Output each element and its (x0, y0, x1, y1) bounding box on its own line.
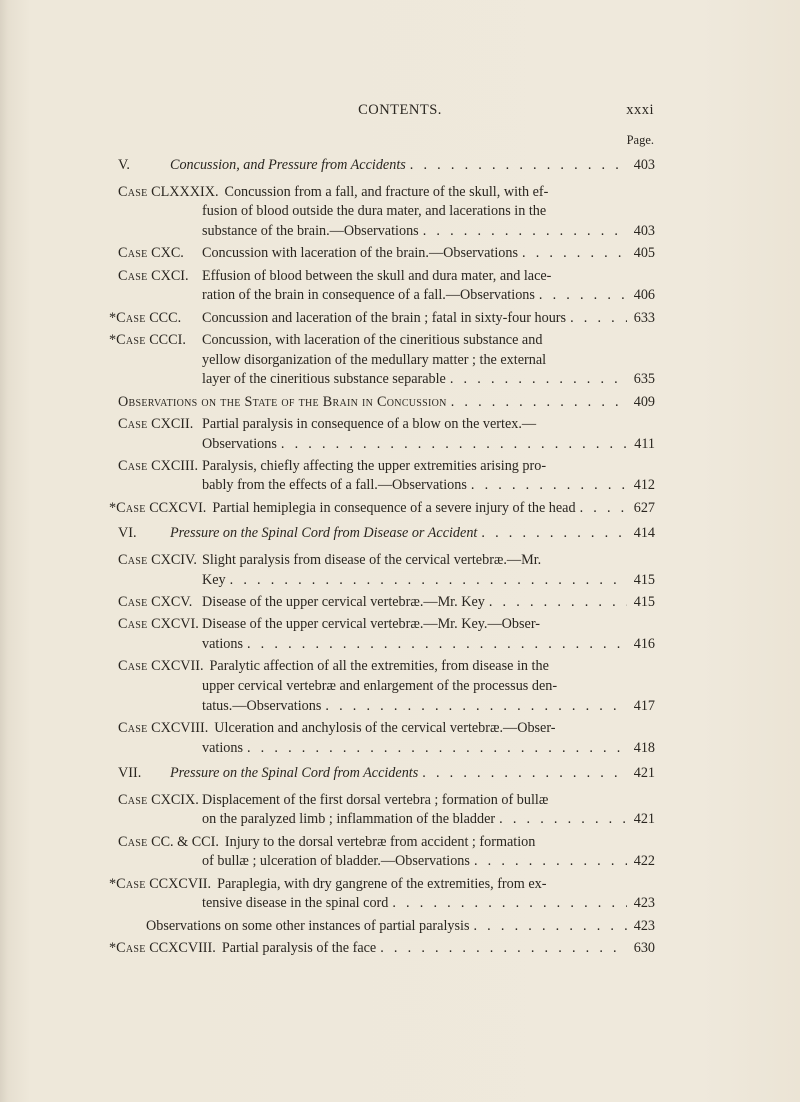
case-label (109, 331, 202, 351)
case-word: Case (118, 720, 148, 736)
page-number: 406 (633, 287, 655, 304)
case-description: Concussion with laceration of the brain.—Observations (202, 245, 518, 262)
leader-dots (447, 393, 627, 413)
observations-heading: Observations on some other instances of partial paralysis (146, 917, 470, 934)
entry-line (118, 791, 655, 811)
toc-entry (118, 593, 655, 613)
case-label (118, 415, 202, 435)
page-number: 403 (633, 157, 655, 173)
case-description: bably from the effects of a fall.—Observations (202, 477, 467, 494)
case-description: Concussion, with laceration of the cineritious substance and (202, 331, 543, 348)
toc-entry (118, 457, 655, 496)
leader-dots (418, 764, 627, 784)
case-label (109, 499, 212, 519)
case-number: CCXCVII. (145, 875, 212, 892)
leader-dots (470, 852, 627, 872)
case-number: CC. & CCI. (147, 833, 219, 850)
leader-dots (321, 697, 627, 717)
case-description: Concussion and laceration of the brain ; fatal in sixty-four hours (202, 309, 567, 326)
case-label (118, 791, 202, 811)
page-number: 418 (633, 739, 655, 756)
case-word: Case (116, 309, 146, 326)
case-label (118, 719, 214, 739)
case-description: Slight paralysis from disease of the cervical vertebræ.—Mr. (202, 552, 542, 569)
toc-entry (109, 939, 655, 959)
entry-line (109, 309, 655, 329)
case-description: Ulceration and anchylosis of the cervical vertebræ.—Obser- (214, 720, 556, 736)
case-label (118, 183, 225, 203)
entry-line (118, 739, 655, 759)
entry-line (118, 393, 655, 413)
page-folio: xxxi (626, 102, 654, 118)
entry-line (118, 222, 655, 242)
page-number: 417 (633, 697, 655, 714)
page-number: 630 (633, 940, 655, 957)
toc-entry (118, 833, 655, 872)
leader-dots (419, 222, 627, 242)
case-description: Paralysis, chiefly affecting the upper extremities arising pro- (202, 457, 547, 474)
case-number: CXCIV. (147, 552, 197, 569)
entry-line (118, 764, 655, 784)
entry-line (118, 202, 655, 222)
page-number: 633 (633, 309, 655, 326)
case-description: of bullæ ; ulceration of bladder.—Observations (202, 853, 470, 870)
case-label (118, 244, 202, 264)
entry-line (118, 657, 655, 677)
asterisk-mark: * (109, 499, 117, 516)
toc-entry (118, 183, 655, 242)
toc-entry (109, 875, 655, 914)
entry-line (118, 719, 655, 739)
entry-line (109, 331, 655, 351)
page-number: 416 (633, 636, 655, 653)
page-number: 635 (633, 371, 655, 388)
case-description: Effusion of blood between the skull and dura mater, and lace- (202, 267, 552, 284)
toc-entry (118, 267, 655, 306)
entry-line (118, 524, 655, 544)
case-word: Case (118, 791, 148, 808)
toc-entry (118, 156, 655, 176)
case-number: CXCV. (147, 594, 193, 611)
case-number: CXCIII. (147, 457, 199, 474)
section-number: VII. (118, 765, 142, 782)
leader-dots (566, 309, 627, 329)
case-number: CXCVII. (147, 658, 204, 675)
toc-entry (118, 615, 655, 654)
page-number: 423 (633, 917, 655, 934)
case-word: Case (118, 552, 148, 569)
leader-dots (243, 635, 627, 655)
leader-dots (243, 739, 627, 759)
entry-line (109, 875, 655, 895)
case-number: CLXXXIX. (147, 183, 219, 200)
leader-dots (576, 499, 627, 519)
case-label (109, 875, 217, 895)
case-label (118, 593, 202, 613)
case-label (109, 939, 222, 959)
case-label (118, 551, 202, 571)
case-word: Case (118, 658, 148, 675)
entry-line (118, 615, 655, 635)
page-number: 405 (633, 245, 655, 262)
case-label (118, 615, 202, 635)
case-word: Case (118, 594, 148, 611)
case-word: Case (116, 331, 146, 348)
case-word: Case (118, 415, 148, 432)
case-description: fusion of blood outside the dura mater, and lacerations in the (202, 203, 547, 220)
page-number: 415 (633, 571, 655, 588)
entry-line (118, 415, 655, 435)
leader-dots (446, 370, 627, 390)
leader-dots (477, 524, 627, 544)
entry-line (109, 939, 655, 959)
entry-line (118, 267, 655, 287)
case-number: CCXCVIII. (145, 940, 216, 957)
section-title: Pressure on the Spinal Cord from Disease or Accident (170, 525, 478, 542)
case-word: Case (116, 499, 146, 516)
case-description: Paraplegia, with dry gangrene of the extremities, from ex- (217, 875, 547, 892)
entry-line (118, 852, 655, 872)
leader-dots (495, 810, 627, 830)
section-title: Concussion, and Pressure from Accidents (170, 157, 406, 173)
case-description: yellow disorganization of the medullary matter ; the external (202, 351, 547, 368)
case-label (118, 657, 210, 677)
case-description: tensive disease in the spinal cord (202, 895, 389, 912)
toc-entry (118, 551, 655, 590)
page-number: 627 (633, 499, 655, 516)
case-number: CXCI. (147, 267, 189, 284)
case-description: Disease of the upper cervical vertebræ.—Mr. Key.—Obser- (202, 616, 540, 633)
toc-entry (118, 764, 655, 784)
toc-entry (109, 309, 655, 329)
table-of-contents (109, 150, 655, 962)
case-number: CCCI. (145, 331, 186, 348)
asterisk-mark: * (109, 940, 117, 957)
case-description: layer of the cineritious substance separable (202, 371, 446, 388)
leader-dots (406, 156, 627, 176)
leader-dots (376, 939, 627, 959)
leader-dots (535, 286, 627, 306)
page-number: 403 (633, 222, 655, 239)
asterisk-mark: * (109, 875, 117, 892)
case-description: vations (202, 636, 243, 653)
entry-line (118, 697, 655, 717)
case-number: CCXCVI. (145, 499, 207, 516)
observations-heading: Observations on the State of the Brain in Concussion (118, 393, 447, 410)
entry-line (118, 476, 655, 496)
page-number: 414 (633, 525, 655, 542)
case-description: Disease of the upper cervical vertebræ.—Mr. Key (202, 594, 485, 611)
toc-entry (118, 657, 655, 716)
entry-line (118, 894, 655, 914)
case-number: CXCVIII. (147, 720, 209, 736)
page-number: 421 (633, 811, 655, 828)
case-description: vations (202, 739, 243, 756)
entry-line (118, 435, 655, 455)
page-number: 423 (633, 895, 655, 912)
case-word: Case (118, 457, 148, 474)
case-description: Partial paralysis in consequence of a blow on the vertex.— (202, 415, 537, 432)
case-word: Case (118, 833, 148, 850)
case-word: Case (118, 183, 148, 200)
entry-line (118, 551, 655, 571)
entry-line (118, 370, 655, 390)
entry-line (118, 183, 655, 203)
case-description: Displacement of the first dorsal vertebra ; formation of bullæ (202, 791, 549, 808)
entry-line (118, 810, 655, 830)
section-number: V. (118, 157, 130, 173)
toc-entry (109, 331, 655, 390)
case-description: Key (202, 571, 226, 588)
leader-dots (518, 244, 627, 264)
section-title: Pressure on the Spinal Cord from Accidents (170, 765, 419, 782)
entry-line (118, 833, 655, 853)
leader-dots (226, 571, 627, 591)
toc-entry (118, 244, 655, 264)
case-description: Observations (202, 435, 277, 452)
section-number: VI. (118, 525, 137, 542)
case-description: on the paralyzed limb ; inflammation of the bladder (202, 811, 496, 828)
entry-line (118, 244, 655, 264)
entry-line (118, 677, 655, 697)
case-description: Injury to the dorsal vertebræ from accident ; formation (224, 833, 536, 850)
case-label (118, 833, 225, 853)
case-description: upper cervical vertebræ and enlargement of the processus den- (202, 678, 558, 695)
leader-dots (467, 476, 627, 496)
case-label (109, 309, 202, 329)
header-title: CONTENTS. (358, 102, 442, 118)
page-number: 415 (633, 594, 655, 611)
case-number: CXCVI. (147, 616, 199, 633)
leader-dots (277, 435, 627, 455)
case-word: Case (118, 267, 148, 284)
case-description: ration of the brain in consequence of a fall.—Observations (202, 287, 535, 304)
case-word: Case (116, 940, 146, 957)
toc-entry (109, 499, 655, 519)
running-header (0, 102, 800, 124)
case-word: Case (118, 616, 148, 633)
asterisk-mark: * (109, 331, 117, 348)
entry-line (109, 499, 655, 519)
case-description: Paralytic affection of all the extremities, from disease in the (209, 658, 549, 675)
toc-entry (118, 719, 655, 758)
toc-entry (118, 524, 655, 544)
entry-line (118, 635, 655, 655)
toc-entry (118, 393, 655, 413)
entry-line (118, 156, 655, 176)
toc-entry (118, 791, 655, 830)
leader-dots (485, 593, 627, 613)
toc-entry (118, 415, 655, 454)
case-word: Case (116, 875, 146, 892)
page-number: 421 (633, 765, 655, 782)
case-description: Concussion from a fall, and fracture of the skull, with ef- (224, 183, 549, 200)
toc-entry (118, 917, 655, 937)
entry-line (118, 351, 655, 371)
case-description: Partial hemiplegia in consequence of a severe injury of the head (212, 499, 576, 516)
entry-line (118, 457, 655, 477)
case-word: Case (118, 245, 148, 262)
page-number: 422 (633, 853, 655, 870)
page-number: 409 (633, 393, 655, 410)
case-description: substance of the brain.—Observations (202, 222, 419, 239)
page-number: 412 (633, 477, 655, 494)
page-number: 411 (634, 435, 655, 452)
case-number: CXC. (147, 245, 184, 262)
case-number: CXCII. (147, 415, 194, 432)
case-number: CXCIX. (147, 791, 199, 808)
case-number: CCC. (145, 309, 182, 326)
case-description: Partial paralysis of the face (221, 940, 377, 957)
asterisk-mark: * (109, 309, 117, 326)
page-column-label: Page. (626, 133, 654, 147)
case-description: tatus.—Observations (202, 697, 322, 714)
leader-dots (388, 894, 627, 914)
entry-line (118, 286, 655, 306)
case-label (118, 267, 202, 287)
entry-line (118, 593, 655, 613)
entry-line (118, 571, 655, 591)
entry-line (118, 917, 655, 937)
leader-dots (469, 917, 627, 937)
case-label (118, 457, 202, 477)
